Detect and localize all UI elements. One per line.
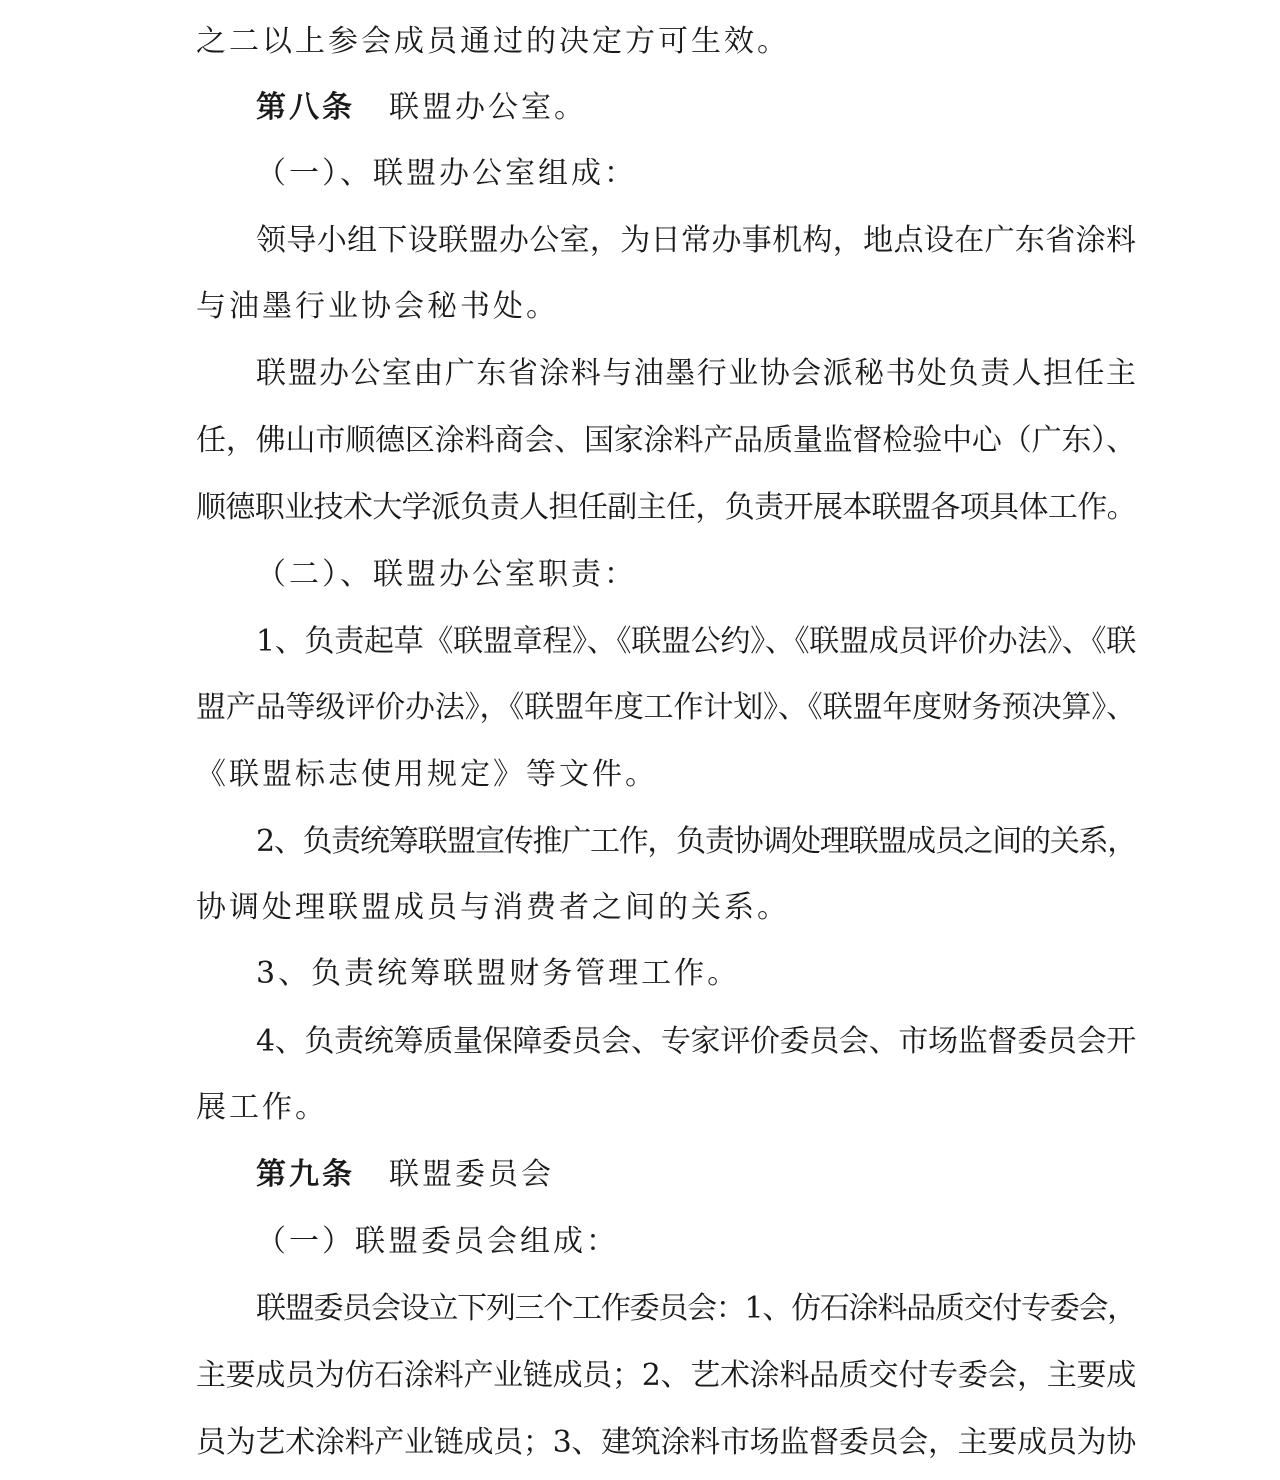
article-title: 联盟办公室。: [389, 90, 587, 125]
article-number: 第八条: [256, 90, 355, 125]
list-item-line: 1、负责起草《联盟章程》、《联盟公约》、《联盟成员评价办法》、《联: [256, 624, 1136, 659]
paragraph-line: 领导小组下设联盟办公室，为日常办事机构，地点设在广东省涂料: [256, 223, 1136, 258]
section-heading: （二）、联盟办公室职责：: [256, 557, 637, 592]
paragraph-line: 之二以上参会成员通过的决定方可生效。: [196, 24, 790, 59]
paragraph-line: 联盟委员会设立下列三个工作委员会：1、仿石涂料品质交付专委会，: [256, 1291, 1136, 1326]
list-item-line: 2、负责统筹联盟宣传推广工作，负责协调处理联盟成员之间的关系，: [256, 824, 1136, 859]
article-number: 第九条: [256, 1157, 355, 1192]
paragraph-line: 任，佛山市顺德区涂料商会、国家涂料产品质量监督检验中心（广东）、: [196, 423, 1136, 458]
list-item-line: 协调处理联盟成员与消费者之间的关系。: [196, 890, 790, 925]
article-heading: [256, 1153, 1136, 1197]
section-heading: （一）、联盟办公室组成：: [256, 156, 637, 191]
paragraph-line: 主要成员为仿石涂料产业链成员；2、艺术涂料品质交付专委会，主要成: [196, 1358, 1136, 1393]
paragraph-line: 联盟办公室由广东省涂料与油墨行业协会派秘书处负责人担任主: [256, 356, 1136, 391]
list-item-line: 3、负责统筹联盟财务管理工作。: [256, 956, 741, 991]
list-item-line: 展工作。: [196, 1090, 328, 1125]
list-item-line: 4、负责统筹质量保障委员会、专家评价委员会、市场监督委员会开: [256, 1024, 1136, 1059]
article-heading: [256, 86, 1136, 130]
paragraph-line: 员为艺术涂料产业链成员；3、建筑涂料市场监督委员会，主要成员为协: [196, 1425, 1136, 1460]
paragraph-line: 与油墨行业协会秘书处。: [196, 289, 559, 324]
article-title: 联盟委员会: [389, 1157, 554, 1192]
section-heading: （一）联盟委员会组成：: [256, 1224, 619, 1259]
list-item-line: 《联盟标志使用规定》等文件。: [196, 757, 658, 792]
paragraph-line: 顺德职业技术大学派负责人担任副主任，负责开展本联盟各项具体工作。: [196, 490, 1136, 525]
list-item-line: 盟产品等级评价办法》，《联盟年度工作计划》、《联盟年度财务预决算》、: [196, 690, 1136, 725]
